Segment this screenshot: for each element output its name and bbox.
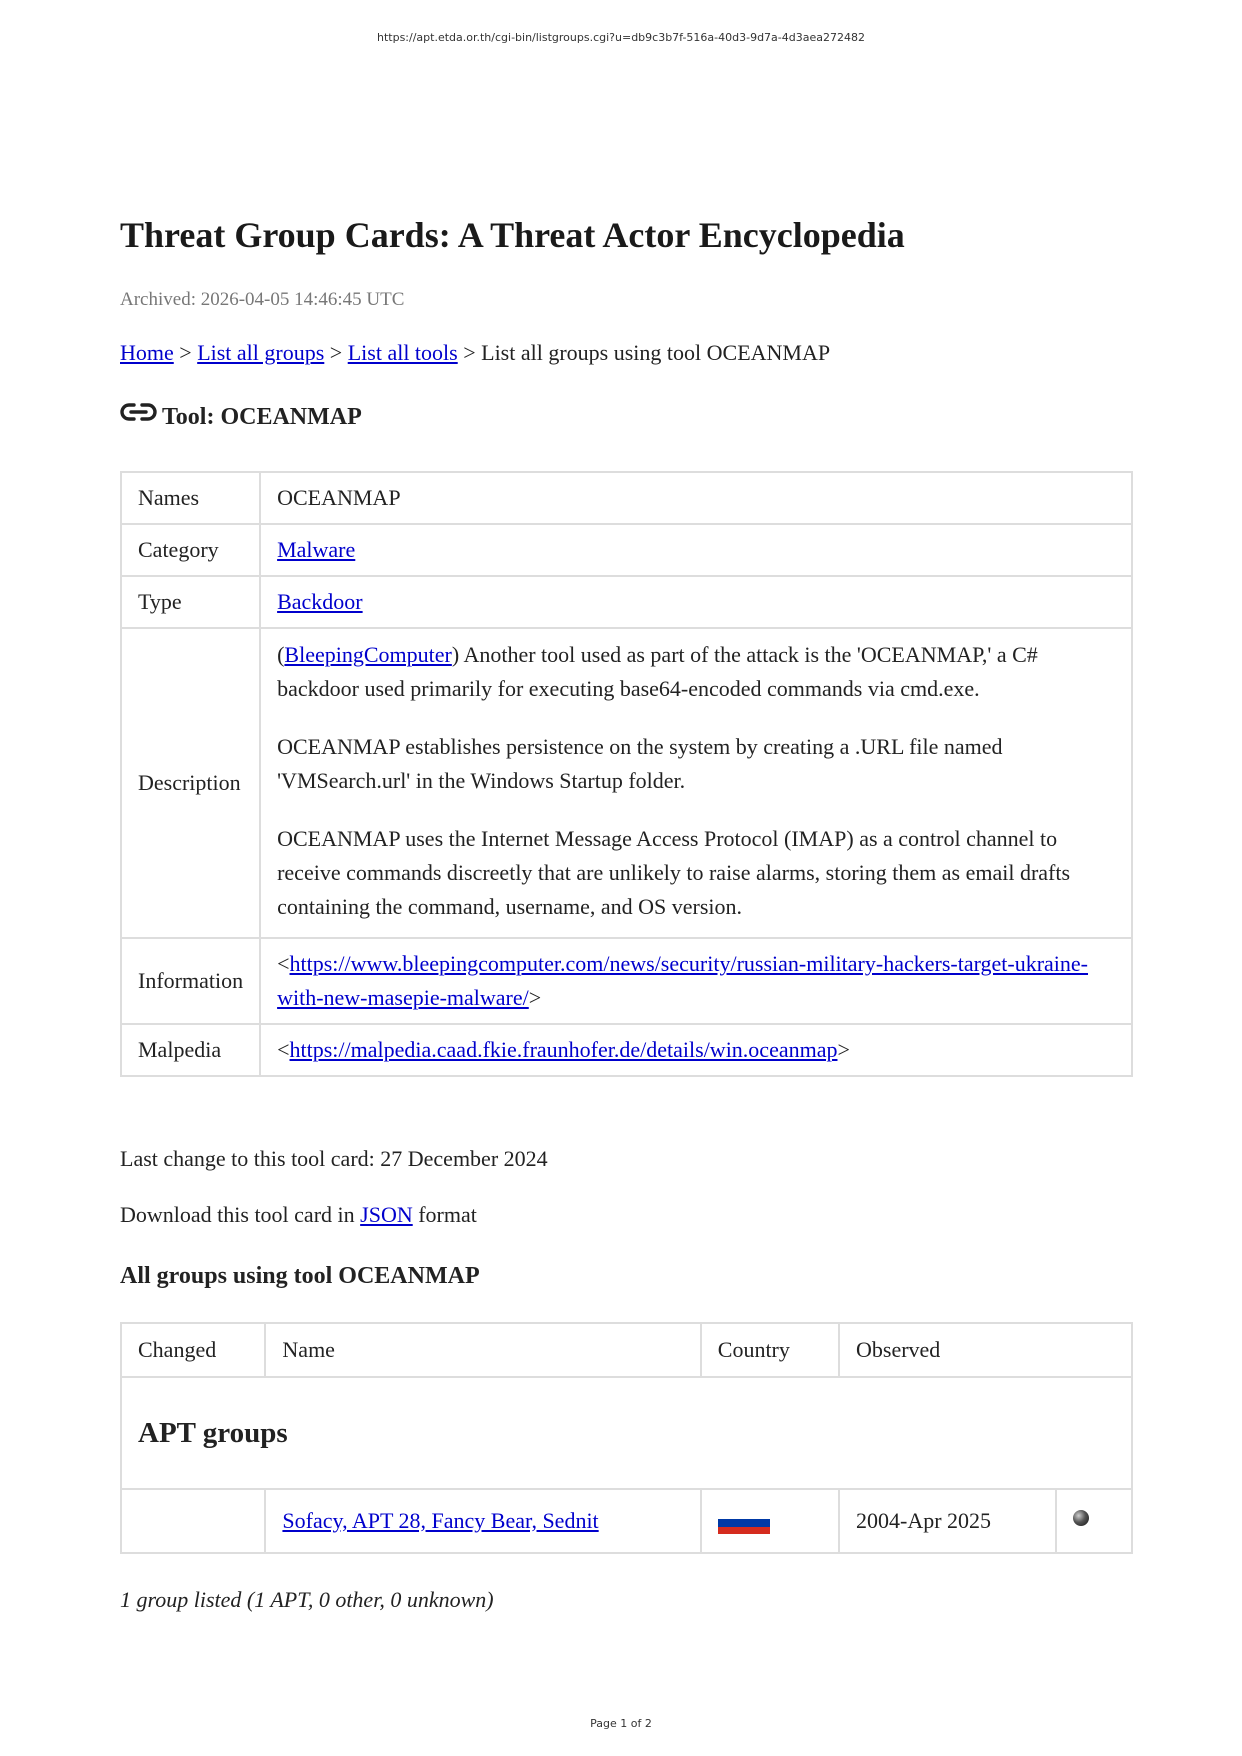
page-indicator: Page 1 of 2	[590, 1717, 652, 1730]
category-value	[260, 524, 1132, 576]
description-text: ) Another tool used as part of the attack is the 'OCEANMAP,' a C# backdoor used primarily for executing base64-encoded commands via cmd.exe.	[277, 642, 1038, 701]
bleepingcomputer-link[interactable]: BleepingComputer	[284, 642, 452, 667]
tool-heading-text: Tool: OCEANMAP	[162, 404, 362, 430]
breadcrumb-list-groups-link[interactable]: List all groups	[197, 340, 325, 365]
breadcrumb-list-tools-link[interactable]: List all tools	[347, 340, 458, 365]
changed-cell	[121, 1489, 265, 1553]
type-backdoor-link[interactable]: Backdoor	[277, 589, 363, 614]
table-row	[121, 628, 1132, 938]
groups-table	[120, 1322, 1133, 1554]
malpedia-label: Malpedia	[121, 1024, 260, 1076]
malpedia-link[interactable]: https://malpedia.caad.fkie.fraunhofer.de/details/win.oceanmap	[289, 1037, 838, 1062]
black-dot-icon	[1073, 1510, 1089, 1526]
archived-timestamp: Archived: 2026-04-05 14:46:45 UTC	[120, 289, 405, 310]
description-paragraph: OCEANMAP establishes persistence on the system by creating a .URL file named 'VMSearch.url' in the Windows Startup folder.	[277, 734, 1003, 793]
category-malware-link[interactable]: Malware	[277, 537, 356, 562]
column-header-name: Name	[265, 1323, 700, 1377]
section-title	[121, 1377, 1132, 1489]
angle-close: >	[528, 985, 542, 1010]
table-row	[121, 1024, 1132, 1076]
names-value: OCEANMAP	[260, 472, 1132, 524]
tool-heading	[120, 400, 362, 431]
table-header-row	[121, 1323, 1132, 1377]
paren-open: (	[277, 642, 285, 667]
status-cell	[1056, 1489, 1132, 1553]
description-label: Description	[121, 628, 260, 938]
tool-info-table	[120, 471, 1133, 1077]
table-row	[121, 938, 1132, 1024]
breadcrumb-separator: >	[173, 340, 198, 365]
angle-close: >	[837, 1037, 850, 1062]
last-change-text: Last change to this tool card: 27 December 2024	[120, 1146, 548, 1171]
groups-summary: 1 group listed (1 APT, 0 other, 0 unknown)	[120, 1587, 494, 1612]
breadcrumb	[120, 340, 830, 366]
table-row	[121, 524, 1132, 576]
page-url-header: https://apt.etda.or.th/cgi-bin/listgroups.cgi?u=db9c3b7f-516a-40d3-9d7a-4d3aea272482	[376, 31, 865, 44]
breadcrumb-home-link[interactable]: Home	[120, 340, 174, 365]
column-header-observed: Observed	[839, 1323, 1132, 1377]
breadcrumb-current: > List all groups using tool OCEANMAP	[457, 340, 831, 365]
description-value	[260, 628, 1132, 938]
apt-groups-title: APT groups	[138, 1416, 288, 1449]
observed-cell: 2004-Apr 2025	[839, 1489, 1056, 1553]
breadcrumb-separator: >	[324, 340, 348, 365]
table-row	[121, 1489, 1132, 1553]
link-icon	[120, 400, 158, 426]
country-cell	[701, 1489, 839, 1553]
download-suffix: format	[412, 1202, 477, 1227]
json-download-link[interactable]: JSON	[360, 1202, 413, 1227]
information-link[interactable]: https://www.bleepingcomputer.com/news/security/russian-military-hackers-target-ukraine-with-new-masepie-malware/	[277, 951, 1089, 1010]
type-label: Type	[121, 576, 260, 628]
angle-open: <	[277, 951, 290, 976]
section-row	[121, 1377, 1132, 1489]
information-label: Information	[121, 938, 260, 1024]
russia-flag-icon	[718, 1512, 770, 1534]
column-header-changed: Changed	[121, 1323, 265, 1377]
download-prefix: Download this tool card in	[120, 1202, 361, 1227]
information-value	[260, 938, 1132, 1024]
page-title: Threat Group Cards: A Threat Actor Encyclopedia	[120, 215, 905, 255]
group-sofacy-link[interactable]: Sofacy, APT 28, Fancy Bear, Sednit	[282, 1508, 599, 1533]
name-cell	[265, 1489, 700, 1553]
names-label: Names	[121, 472, 260, 524]
malpedia-value	[260, 1024, 1132, 1076]
column-header-country: Country	[701, 1323, 839, 1377]
angle-open: <	[277, 1037, 290, 1062]
groups-heading: All groups using tool OCEANMAP	[120, 1263, 480, 1289]
description-paragraph	[277, 638, 1115, 706]
download-line	[120, 1202, 477, 1228]
category-label: Category	[121, 524, 260, 576]
table-row	[121, 472, 1132, 524]
type-value	[260, 576, 1132, 628]
table-row	[121, 576, 1132, 628]
description-paragraph: OCEANMAP uses the Internet Message Access Protocol (IMAP) as a control channel to receive commands discreetly that are unlikely to raise alarms, storing them as email drafts containing the command, username, and OS version.	[277, 826, 1071, 919]
